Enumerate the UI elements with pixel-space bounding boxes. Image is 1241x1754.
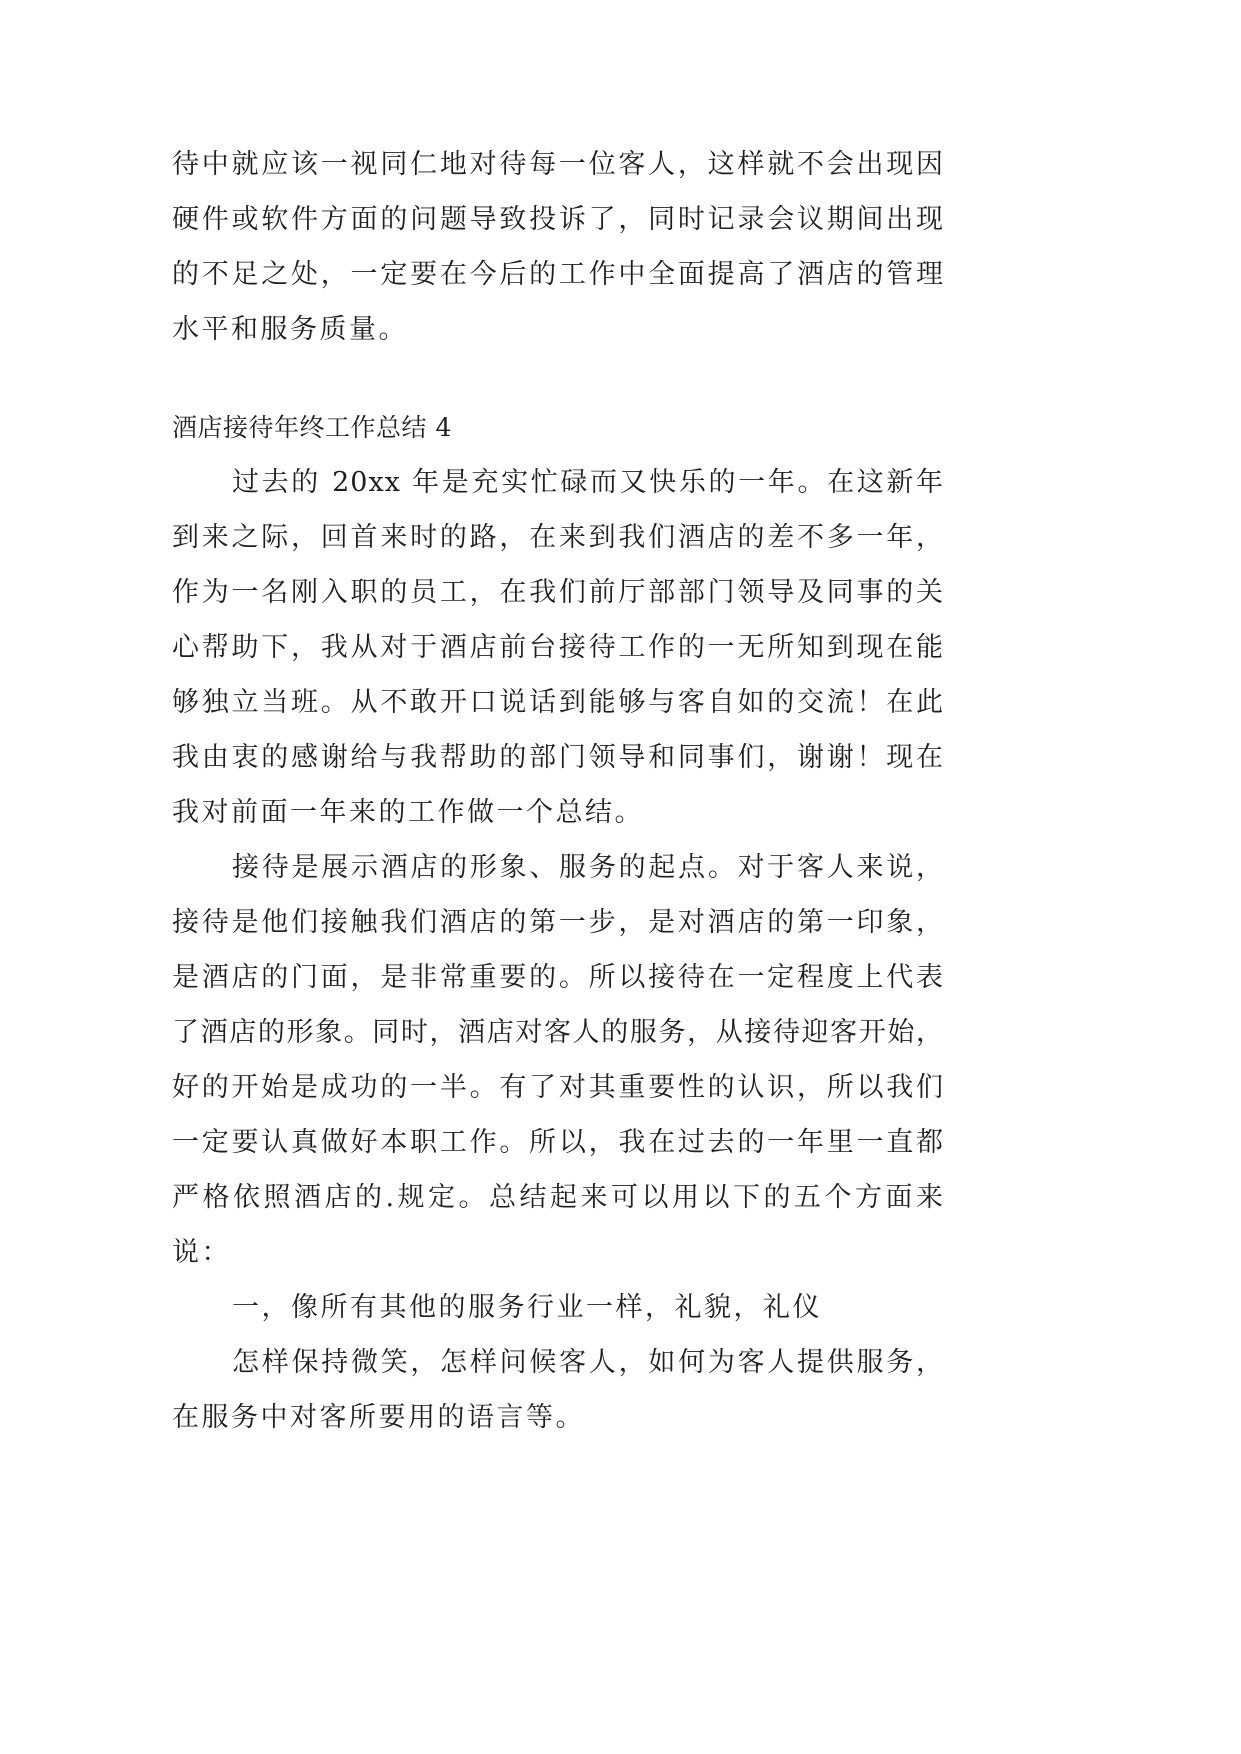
list-heading: 一，像所有其他的服务行业一样，礼貌，礼仪 [232,1292,822,1323]
paragraph-line: 严格依照酒店的.规定。总结起来可以用以下的五个方面来 [172,1182,944,1213]
paragraph-line: 接待是展示酒店的形象、服务的起点。对于客人来说， [232,852,944,883]
paragraph-line: 好的开始是成功的一半。有了对其重要性的认识，所以我们 [172,1072,944,1103]
paragraph-line: 水平和服务质量。 [172,314,408,345]
paragraph-line: 够独立当班。从不敢开口说话到能够与客自如的交流！在此 [172,687,944,718]
paragraph-line: 在服务中对客所要用的语言等。 [172,1402,585,1433]
paragraph-line: 待中就应该一视同仁地对待每一位客人，这样就不会出现因 [172,149,944,180]
section-body [172,455,944,1445]
continuation-paragraph [172,137,944,357]
paragraph-line: 我对前面一年来的工作做一个总结。 [172,797,644,828]
paragraph-line: 怎样保持微笑，怎样问候客人，如何为客人提供服务， [232,1347,944,1378]
paragraph-line: 了酒店的形象。同时，酒店对客人的服务，从接待迎客开始， [172,1017,944,1048]
paragraph-line: 过去的 20xx 年是充实忙碌而又快乐的一年。在这新年 [232,467,944,498]
section-title: 酒店接待年终工作总结 4 [172,413,452,442]
paragraph-line: 是酒店的门面，是非常重要的。所以接待在一定程度上代表 [172,962,944,993]
paragraph-line: 到来之际，回首来时的路，在来到我们酒店的差不多一年， [172,522,944,553]
paragraph-line: 作为一名刚入职的员工，在我们前厅部部门领导及同事的关 [172,577,944,608]
paragraph-line: 一定要认真做好本职工作。所以，我在过去的一年里一直都 [172,1127,944,1158]
paragraph-line: 接待是他们接触我们酒店的第一步，是对酒店的第一印象， [172,907,944,938]
paragraph-line: 说： [172,1237,231,1268]
paragraph-line: 我由衷的感谢给与我帮助的部门领导和同事们，谢谢！现在 [172,742,944,773]
paragraph-line: 的不足之处，一定要在今后的工作中全面提高了酒店的管理 [172,259,944,290]
paragraph-line: 硬件或软件方面的问题导致投诉了，同时记录会议期间出现 [172,204,944,235]
paragraph-line: 心帮助下，我从对于酒店前台接待工作的一无所知到现在能 [172,632,944,663]
